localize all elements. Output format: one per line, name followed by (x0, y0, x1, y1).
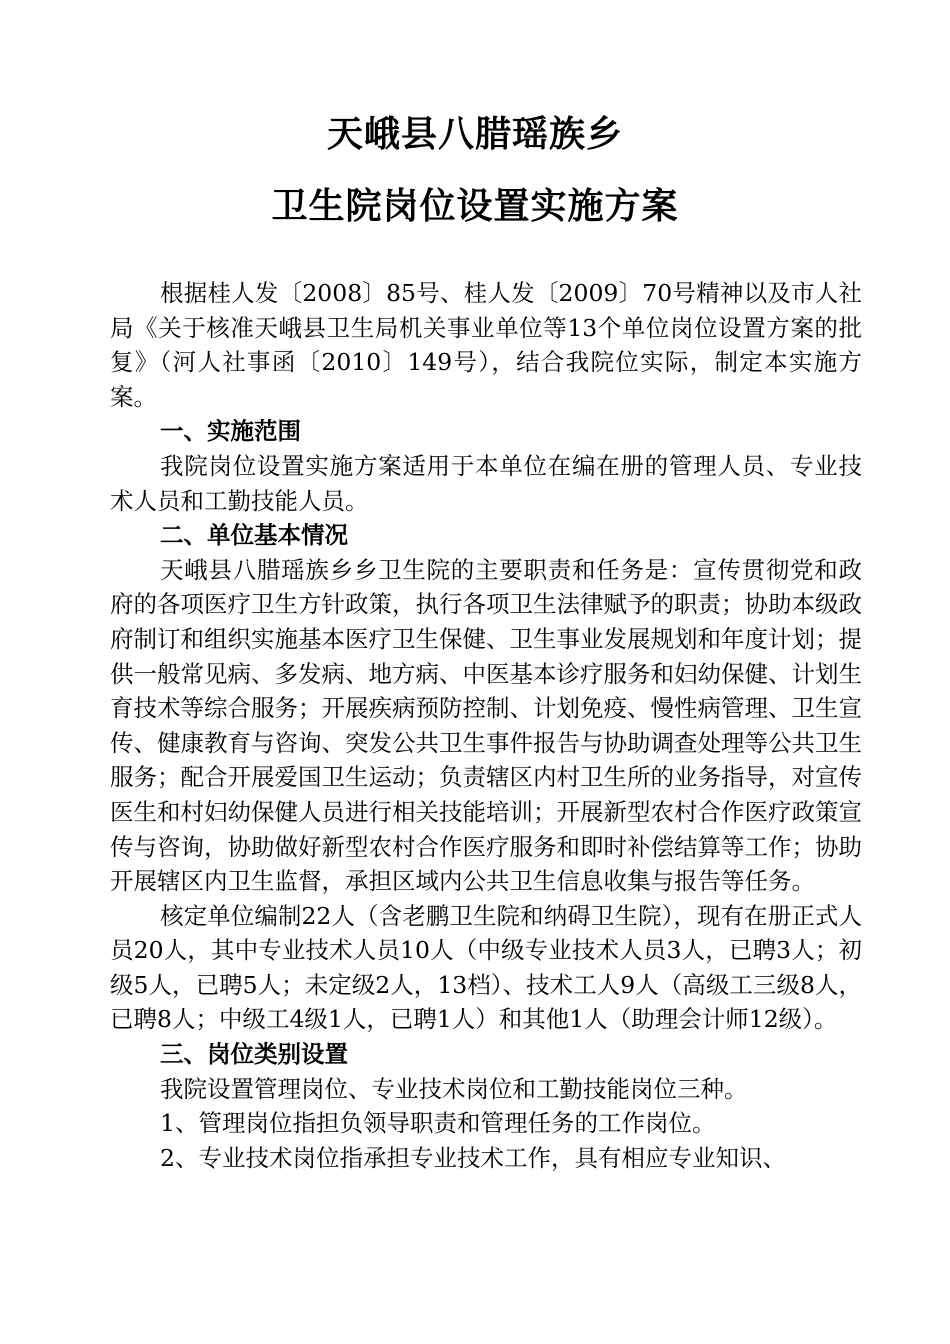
staffing-paragraph: 核定单位编制22人（含老鹏卫生院和纳碍卫生院），现有在册正式人员20人，其中专业技术人员10人（中级专业技术人员3人，已聘3人；初级5人，已聘5人；未定级2人，13档）、技术工人9人（高级工三级8人，已聘8人；中级工4级1人，已聘1人）和其他1人（助理会计师12级）。 (110, 901, 862, 1034)
scope-paragraph: 我院岗位设置实施方案适用于本单位在编在册的管理人员、专业技术人员和工勤技能人员。 (110, 451, 862, 515)
categories-paragraph: 我院设置管理岗位、专业技术岗位和工勤技能岗位三种。 (160, 1074, 748, 1103)
section-heading-basic-info: 二、单位基本情况 (160, 521, 348, 550)
document-title-line1: 天峨县八腊瑶族乡 (326, 113, 623, 155)
list-item-management: 1、管理岗位指担负领导职责和管理任务的工作岗位。 (160, 1109, 716, 1138)
section-heading-categories: 三、岗位类别设置 (160, 1040, 348, 1069)
document-title-line2: 卫生院岗位设置实施方案 (271, 185, 679, 227)
section-heading-scope: 一、实施范围 (160, 417, 301, 446)
list-item-professional: 2、专业技术岗位指承担专业技术工作，具有相应专业知识、 (160, 1143, 786, 1172)
document-body (110, 276, 862, 1175)
intro-paragraph: 根据桂人发〔2008〕85号、桂人发〔2009〕70号精神以及市人社局《关于核准天峨县卫生局机关事业单位等13个单位岗位设置方案的批复》（河人社事函〔2010〕149号），结合我院位实际，制定本实施方案。 (110, 279, 862, 411)
duties-paragraph: 天峨县八腊瑶族乡乡卫生院的主要职责和任务是：宣传贯彻党和政府的各项医疗卫生方针政策，执行各项卫生法律赋予的职责；协助本级政府制订和组织实施基本医疗卫生保健、卫生事业发展规划和年度计划；提供一般常见病、多发病、地方病、中医基本诊疗服务和妇幼保健、计划生育技术等综合服务；开展疾病预防控制、计划免疫、慢性病管理、卫生宣传、健康教育与咨询、突发公共卫生事件报告与协助调查处理等公共卫生服务；配合开展爱国卫生运动；负责辖区内村卫生所的业务指导，对宣传医生和村妇幼保健人员进行相关技能培训；开展新型农村合作医疗政策宣传与咨询，协助做好新型农村合作医疗服务和即时补偿结算等工作；协助开展辖区内卫生监督，承担区域内公共卫生信息收集与报告等任务。 (110, 555, 862, 896)
